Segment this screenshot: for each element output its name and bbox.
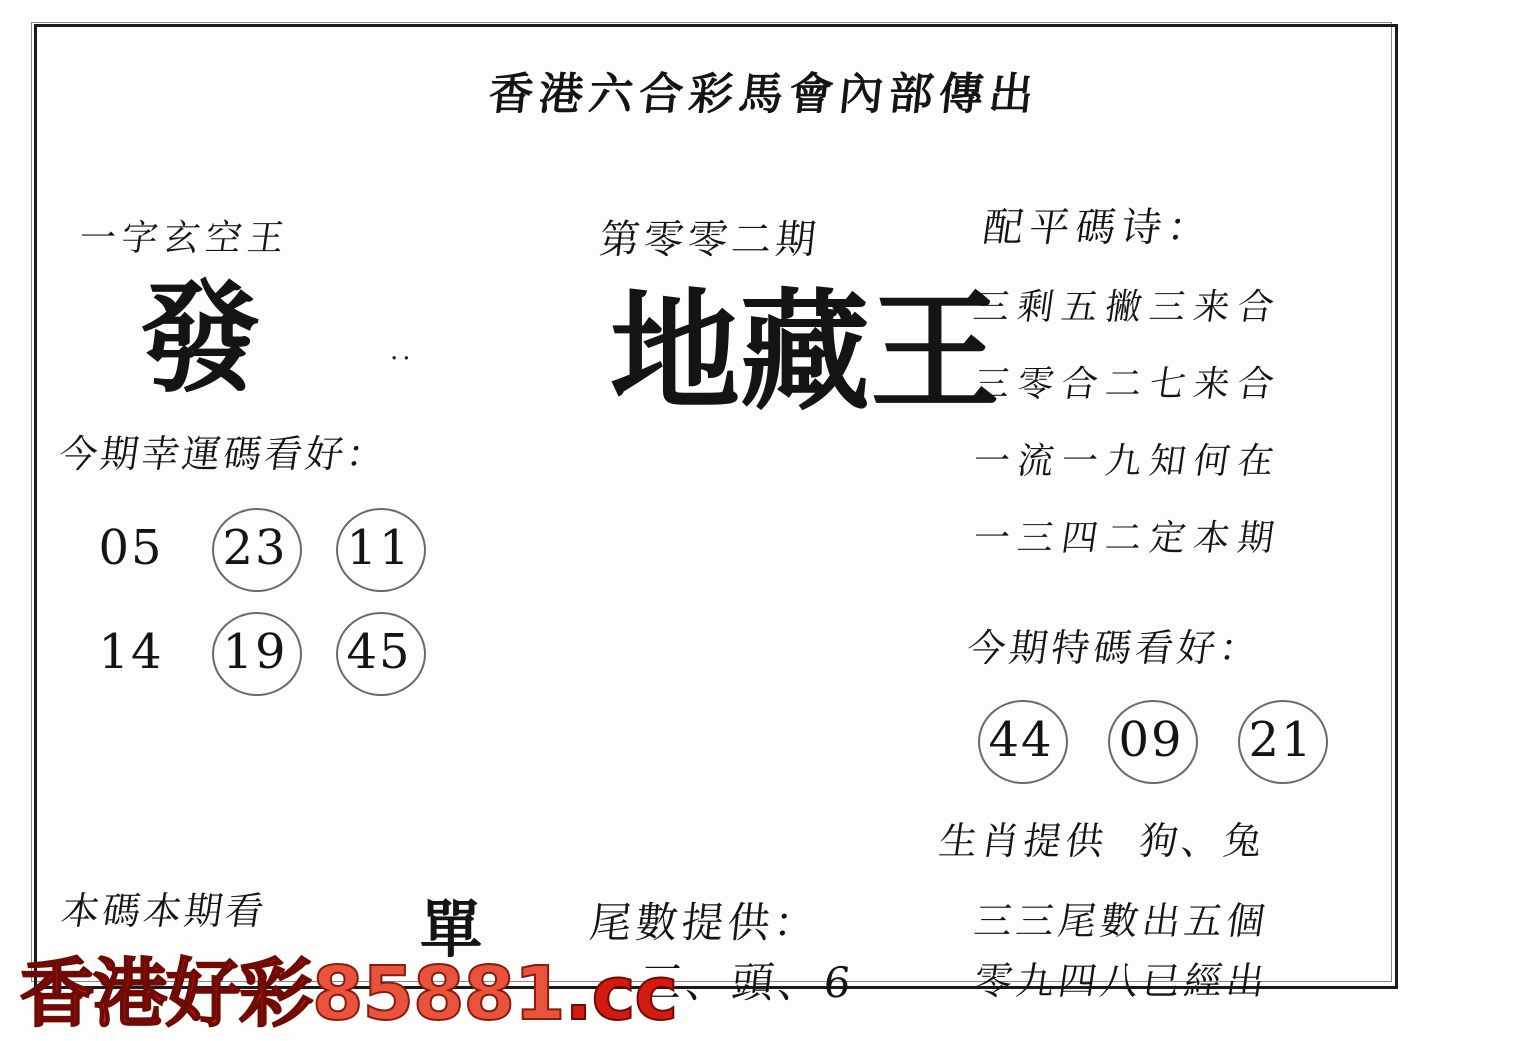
lucky-number: 05 — [98, 520, 164, 576]
special-number: 44 — [974, 706, 1068, 774]
lucky-number: 23 — [208, 514, 302, 582]
lucky-numbers-row-2 — [84, 618, 530, 686]
issue-number: 第零零二期 — [597, 217, 823, 263]
tail-number-value: 三、頭、6 — [637, 958, 858, 1007]
center-headline: 地藏王 — [610, 275, 1001, 428]
lucky-numbers-label: 今期幸運碼看好： — [56, 432, 391, 476]
lucky-number: 14 — [98, 624, 164, 680]
lucky-number: 19 — [208, 618, 302, 686]
lucky-number: 45 — [332, 618, 426, 686]
page-title: 香港六合彩馬會內部傳出 — [486, 69, 1042, 120]
poem-line: 三零合二七来合 — [970, 364, 1285, 405]
poem-line: 一流一九知何在 — [970, 441, 1285, 482]
bottom-left-note: 本碼本期看 — [58, 889, 270, 933]
special-number: 09 — [1104, 706, 1198, 774]
tail-note-line-2: 零九四八已經出 — [971, 959, 1272, 1003]
tail-number-label: 尾數提供： — [587, 898, 823, 947]
special-numbers-row — [974, 706, 1390, 774]
poem-title: 配平碼诗： — [980, 205, 1217, 251]
lucky-number: 11 — [332, 514, 426, 582]
lucky-numbers-row-1 — [84, 514, 530, 582]
bottom-left-character: 單 — [420, 893, 485, 966]
watermark-tld: .cc — [564, 951, 678, 1037]
special-number: 21 — [1234, 706, 1328, 774]
watermark-text: 香港好彩 — [20, 951, 312, 1037]
tail-note-line-1: 三三尾數出五個 — [971, 899, 1272, 943]
right-column — [960, 196, 1390, 774]
left-subtitle: 一字玄空王 — [76, 218, 293, 259]
poem-line: 一三四二定本期 — [970, 518, 1285, 559]
site-watermark — [20, 935, 677, 1041]
watermark-number: 85881 — [312, 951, 565, 1037]
zodiac-tip: 生肖提供 狗、兔 — [936, 819, 1269, 863]
left-column — [56, 210, 530, 686]
fortune-character: 發 — [140, 268, 260, 409]
special-numbers-label: 今期特碼看好： — [964, 626, 1265, 670]
dots-mark: .. — [390, 336, 415, 366]
poem-line: 三剩五撇三来合 — [970, 287, 1285, 328]
